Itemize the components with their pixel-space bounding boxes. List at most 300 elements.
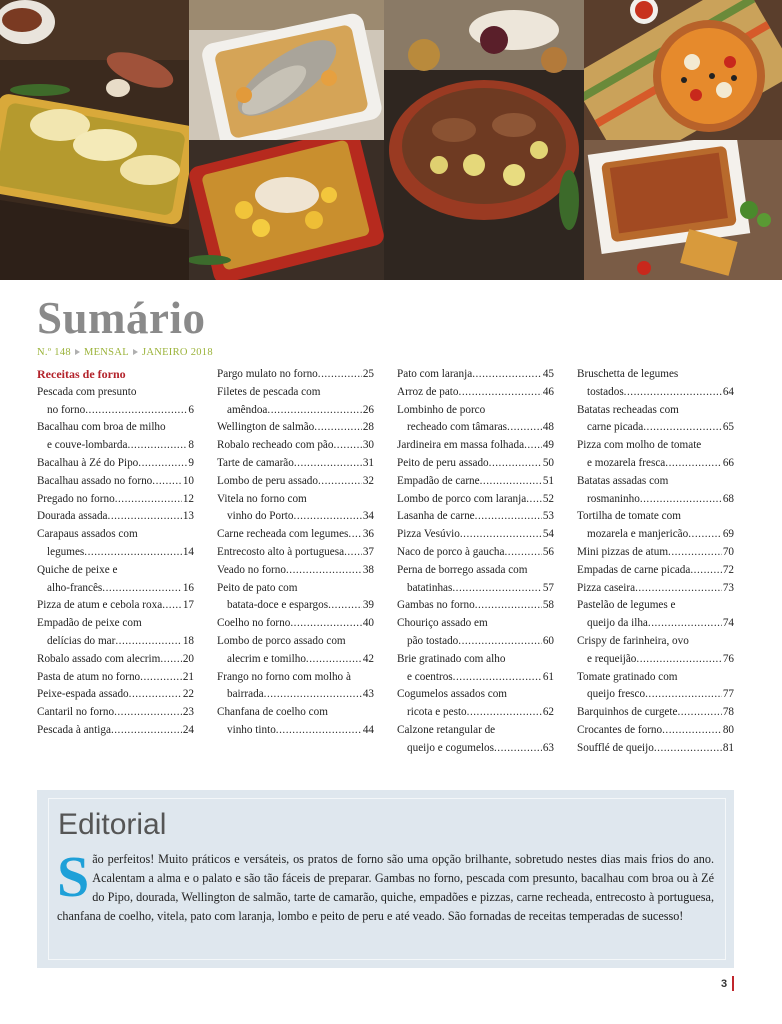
leader-dots [452, 580, 541, 598]
toc-entry [217, 526, 374, 544]
toc-entry-line [217, 562, 374, 580]
toc-entry-line [397, 384, 554, 402]
toc-entry-title: Filetes de pescada com [217, 385, 321, 398]
toc-entry-title: Bacalhau à Zé do Pipo [37, 456, 139, 469]
toc-entry-title: Pescada à antiga [37, 723, 111, 736]
toc-entry-line [37, 437, 194, 455]
toc-entry-line [397, 526, 554, 544]
toc-page-number: 48 [542, 421, 554, 434]
toc-page-number: 81 [722, 741, 734, 754]
photo-homemade-pizza [584, 0, 782, 140]
toc-column-4 [577, 366, 734, 758]
page-title: Sumário [37, 293, 206, 343]
toc-entry-title: Pizza com molho de tomate [577, 439, 702, 452]
leader-dots [526, 491, 542, 509]
toc-entry-title: Lombo de porco com laranja [397, 492, 527, 505]
toc-entry [37, 686, 194, 704]
toc-entry-line [577, 455, 734, 473]
leader-dots [654, 740, 722, 758]
toc-entry [37, 473, 194, 491]
toc-entry-title: Vitela no forno com [217, 492, 307, 505]
toc-entry-title: Bacalhau com broa de milho [37, 421, 166, 434]
toc-entry-title: Peito de pato com [217, 581, 298, 594]
toc-entry [577, 508, 734, 544]
toc-entry-line [577, 704, 734, 722]
toc-page-number: 68 [722, 492, 734, 505]
toc-page-number: 76 [722, 652, 734, 665]
toc-page-number: 60 [542, 634, 554, 647]
toc-entry-line [37, 580, 194, 598]
toc-entry-title: Batatas assadas com [577, 474, 669, 487]
toc-page-number: 26 [362, 403, 374, 416]
toc-entry [397, 384, 554, 402]
toc-entry [217, 437, 374, 455]
leader-dots [690, 562, 721, 580]
toc-page-number: 46 [542, 385, 554, 398]
toc-entry-title: Soufflé de queijo [577, 741, 654, 754]
toc-entry-subtitle: tostados [587, 385, 624, 398]
editorial-title: Editorial [58, 808, 167, 841]
leader-dots [648, 615, 722, 633]
toc-page-number: 44 [362, 723, 374, 736]
toc-page-number: 28 [362, 421, 374, 434]
leader-dots [102, 580, 182, 598]
toc-page-number: 65 [722, 421, 734, 434]
toc-entry-title: Arroz de pato [397, 385, 459, 398]
toc-entry-title: Pregado no forno [37, 492, 115, 505]
leader-dots [524, 437, 542, 455]
toc-entry-title: Lombo de porco assado com [217, 634, 346, 647]
toc-entry [37, 419, 194, 455]
toc-page-number: 42 [362, 652, 374, 665]
toc-entry-subtitle: queijo fresco [587, 688, 646, 701]
leader-dots [475, 508, 542, 526]
toc-entry-title: Robalo assado com alecrim [37, 652, 161, 665]
leader-dots [290, 615, 361, 633]
leader-dots [306, 651, 362, 669]
toc-page-number: 73 [722, 581, 734, 594]
triangle-icon [75, 349, 80, 355]
toc-entry-line [37, 473, 194, 491]
toc-entry [577, 722, 734, 740]
toc-entry [217, 384, 374, 420]
toc-entry-title: Quiche de peixe e [37, 563, 118, 576]
toc-entry-title: Pizza caseira [577, 581, 636, 594]
toc-page-number: 45 [542, 368, 554, 380]
toc-entry-title: Cogumelos assados com [397, 688, 508, 701]
toc-entry-title: Chouriço assado em [397, 617, 488, 630]
toc-entry-line [217, 615, 374, 633]
toc-page-number: 38 [362, 563, 374, 576]
leader-dots [111, 722, 182, 740]
leader-dots [328, 597, 362, 615]
toc-entry-line [37, 686, 194, 704]
toc-entry-title: Veado no forno [217, 563, 286, 576]
leader-dots [348, 526, 361, 544]
toc-entry-subtitle: ricota e pesto [407, 706, 467, 719]
leader-dots [459, 384, 542, 402]
toc-entry-line [217, 437, 374, 455]
toc-entry-title: Crocantes de forno [577, 723, 663, 736]
editorial-text [57, 844, 714, 926]
toc-entry-title: Pescada com presunto [37, 385, 137, 398]
toc-page-number: 64 [722, 385, 734, 398]
toc-entry-title: Pargo mulato no forno [217, 368, 318, 380]
toc-entry [397, 526, 554, 544]
toc-entry-title: Carapaus assados com [37, 528, 138, 541]
leader-dots [453, 669, 542, 687]
toc-entry-line [577, 722, 734, 740]
toc-entry [37, 651, 194, 669]
toc-page-number: 10 [182, 474, 194, 487]
leader-dots [267, 402, 361, 420]
toc-page-number: 9 [188, 456, 194, 469]
toc-entry-line [217, 419, 374, 437]
photo-baked-sea-bream [189, 0, 384, 140]
toc-entry [577, 562, 734, 580]
toc-entry [577, 580, 734, 598]
leader-dots [127, 437, 187, 455]
toc-entry-title: Tarte de camarão [217, 456, 294, 469]
toc-entry [37, 455, 194, 473]
toc-entry-line [397, 491, 554, 509]
toc-page-number: 80 [722, 723, 734, 736]
toc-column-1 [37, 366, 194, 740]
leader-dots [504, 544, 541, 562]
toc-entry-title: Tortilha de tomate com [577, 510, 681, 523]
toc-entry-title: Cantaril no forno [37, 706, 115, 719]
leader-dots [140, 669, 182, 687]
leader-dots [662, 722, 722, 740]
toc-page-number: 66 [722, 456, 734, 469]
toc-entry-line [397, 508, 554, 526]
toc-entry-subtitle: recheado com tâmaras [407, 421, 508, 434]
toc-entry-subtitle: amêndoa [227, 403, 268, 416]
toc-entry [37, 562, 194, 598]
toc-entry-subtitle: no forno [47, 403, 86, 416]
leader-dots [635, 580, 722, 598]
toc-entry-line [397, 597, 554, 615]
toc-entry-line [397, 544, 554, 562]
toc-entry [397, 686, 554, 722]
toc-entry [37, 615, 194, 651]
toc-entry-title: Pato com laranja [397, 368, 473, 380]
toc-page-number: 23 [182, 706, 194, 719]
toc-entry-line [577, 686, 734, 704]
leader-dots [344, 544, 362, 562]
toc-page-number: 12 [182, 492, 194, 505]
toc-entry [397, 437, 554, 455]
photo-fish-fillets-in-dish [0, 0, 189, 280]
leader-dots [636, 651, 721, 669]
toc-entry [577, 544, 734, 562]
toc-entry-title: Dourada assada [37, 510, 108, 523]
leader-dots [276, 722, 362, 740]
leader-dots [665, 455, 722, 473]
toc-entry-line [217, 402, 374, 420]
toc-entry [397, 722, 554, 758]
toc-entry-line [577, 384, 734, 402]
toc-entry-line [217, 686, 374, 704]
toc-entry-line [397, 473, 554, 491]
leader-dots [460, 526, 542, 544]
toc-page-number: 34 [362, 510, 374, 523]
toc-entry-subtitle: legumes [47, 545, 85, 558]
leader-dots [668, 544, 722, 562]
toc-entry [37, 384, 194, 420]
toc-entry-title: Lasanha de carne [397, 510, 475, 523]
toc-entry-line [37, 402, 194, 420]
toc-entry [37, 704, 194, 722]
leader-dots [624, 384, 722, 402]
toc-entry-line [37, 651, 194, 669]
toc-entry-line [37, 455, 194, 473]
toc-page-number: 58 [542, 599, 554, 612]
toc-entry-title: Empadão de peixe com [37, 617, 142, 630]
toc-entry-subtitle: delícias do mar [47, 634, 116, 647]
toc-entry [37, 597, 194, 615]
leader-dots [160, 651, 181, 669]
toc-page-number: 16 [182, 581, 194, 594]
toc-entry-subtitle: vinho do Porto [227, 510, 294, 523]
toc-page-number: 62 [542, 706, 554, 719]
editorial-box [37, 790, 734, 968]
photo-pork-loin-with-potatoes [189, 140, 384, 280]
toc-page-number: 53 [542, 510, 554, 523]
toc-entry-title: Carne recheada com legumes [217, 528, 349, 541]
toc-page-number: 51 [542, 474, 554, 487]
toc-entry-line [217, 651, 374, 669]
toc-page-number: 50 [542, 456, 554, 469]
toc-entry-line [37, 704, 194, 722]
leader-dots [475, 597, 542, 615]
toc-page-number: 13 [182, 510, 194, 523]
leader-dots [480, 473, 542, 491]
toc-entry [577, 597, 734, 633]
toc-entry [217, 615, 374, 633]
leader-dots [489, 455, 542, 473]
leader-dots [108, 508, 182, 526]
toc-entry [217, 419, 374, 437]
food-photo-collage [0, 0, 782, 280]
leader-dots [643, 419, 722, 437]
toc-entry-title: Pizza Vesúvio [397, 528, 460, 541]
toc-entry-subtitle: bairrada [227, 688, 264, 701]
toc-entry-title: Bacalhau assado no forno [37, 474, 153, 487]
leader-dots [318, 366, 362, 384]
leader-dots [318, 473, 362, 491]
leader-dots [115, 633, 181, 651]
toc-entry-line [37, 633, 194, 651]
toc-entry-line [217, 526, 374, 544]
toc-entry [217, 491, 374, 527]
toc-page-number: 8 [188, 439, 194, 452]
toc-entry-title: Pastelão de legumes e [577, 599, 676, 612]
toc-entry-line [37, 722, 194, 740]
leader-dots [458, 633, 542, 651]
toc-entry [37, 508, 194, 526]
toc-entry [577, 473, 734, 509]
toc-page-number: 39 [362, 599, 374, 612]
toc-entry-line [397, 740, 554, 758]
toc-page-number: 37 [362, 545, 374, 558]
leader-dots [334, 437, 362, 455]
toc-entry-title: Wellington de salmão [217, 421, 315, 434]
toc-entry-title: Calzone retangular de [397, 723, 496, 736]
toc-entry-line [217, 366, 374, 384]
toc-entry-line [217, 455, 374, 473]
toc-entry-title: Empadas de carne picada [577, 563, 691, 576]
toc-entry-line [397, 419, 554, 437]
toc-entry [37, 491, 194, 509]
toc-entry [397, 562, 554, 598]
toc-entry-title: Barquinhos de curgete [577, 706, 678, 719]
toc-page-number: 61 [542, 670, 554, 683]
toc-entry-title: Brie gratinado com alho [397, 652, 506, 665]
toc-entry [397, 651, 554, 687]
toc-entry-line [577, 562, 734, 580]
leader-dots [314, 419, 362, 437]
leader-dots [507, 419, 542, 437]
toc-entry-subtitle: carne picada [587, 421, 644, 434]
toc-entry [37, 722, 194, 740]
toc-entry-line [37, 669, 194, 687]
toc-page-number: 70 [722, 545, 734, 558]
toc-entry-title: Chanfana de coelho com [217, 706, 328, 719]
leader-dots [84, 544, 182, 562]
toc-entry [397, 615, 554, 651]
leader-dots [467, 704, 542, 722]
leader-dots [472, 366, 542, 384]
page-number: 3 [721, 978, 728, 990]
toc-entry [217, 544, 374, 562]
toc-entry-subtitle: mozarela e manjericão [587, 528, 689, 541]
toc-column-3 [397, 366, 554, 758]
toc-entry [397, 473, 554, 491]
toc-entry-title: Peixe-espada assado [37, 688, 129, 701]
toc-page-number: 18 [182, 634, 194, 647]
toc-entry-title: Empadão de carne [397, 474, 480, 487]
toc-entry [217, 455, 374, 473]
toc-entry-title: Lombo de peru assado [217, 474, 318, 487]
toc-entry-title: Pasta de atum no forno [37, 670, 141, 683]
toc-entry [577, 704, 734, 722]
toc-entry-subtitle: batatinhas [407, 581, 453, 594]
toc-page-number: 22 [182, 688, 194, 701]
toc-page-number: 6 [188, 403, 194, 416]
toc-entry-title: Tomate gratinado com [577, 670, 678, 683]
issue-frequency: MENSAL [83, 347, 129, 358]
toc-entry-subtitle: vinho tinto [227, 723, 276, 736]
leader-dots [114, 704, 182, 722]
toc-entry-subtitle: e requeijão [587, 652, 637, 665]
toc-entry [37, 526, 194, 562]
toc-entry [217, 704, 374, 740]
toc-entry [217, 366, 374, 384]
toc-entry-subtitle: e couve-lombarda [47, 439, 128, 452]
toc-entry-title: Perna de borrego assada com [397, 563, 528, 576]
toc-entry-line [397, 437, 554, 455]
leader-dots [286, 562, 362, 580]
section-title: Receitas de forno [37, 367, 126, 381]
toc-entry-line [397, 580, 554, 598]
toc-page-number: 21 [182, 670, 194, 683]
toc-entry-line [577, 651, 734, 669]
leader-dots [640, 491, 722, 509]
toc-entry-line [397, 704, 554, 722]
toc-entry-line [217, 597, 374, 615]
toc-entry [217, 562, 374, 580]
toc-entry-title: Entrecosto alto à portuguesa [217, 545, 345, 558]
toc-page-number: 43 [362, 688, 374, 701]
toc-entry-subtitle: alho-francês [47, 581, 103, 594]
leader-dots [645, 686, 722, 704]
toc-entry [397, 508, 554, 526]
toc-entry-title: Bruschetta de legumes [577, 368, 679, 380]
leader-dots [162, 597, 182, 615]
leader-dots [294, 508, 362, 526]
toc-entry-line [37, 508, 194, 526]
toc-entry-line [37, 544, 194, 562]
toc-page-number: 30 [362, 439, 374, 452]
photo-stew-in-clay-dish [384, 0, 584, 280]
toc-entry [397, 597, 554, 615]
editorial-dropcap: S [57, 844, 90, 909]
toc-entry [397, 366, 554, 384]
toc-entry-title: Jardineira em massa folhada [397, 439, 525, 452]
toc-page-number: 72 [722, 563, 734, 576]
toc-page-number: 32 [362, 474, 374, 487]
issue-number: N.º 148 [37, 347, 71, 358]
leader-dots [494, 740, 542, 758]
toc-entry-subtitle: queijo da ilha [587, 617, 648, 630]
toc-entry-line [577, 740, 734, 758]
toc-entry-line [397, 366, 554, 384]
toc-page-number: 36 [362, 528, 374, 541]
toc-entry-line [577, 526, 734, 544]
leader-dots [129, 686, 182, 704]
toc-page-number: 63 [542, 741, 554, 754]
toc-entry [217, 633, 374, 669]
toc-page-number: 25 [362, 368, 374, 380]
leader-dots [138, 455, 187, 473]
toc-entry-title: Peito de peru assado [397, 456, 489, 469]
toc-entry-line [217, 544, 374, 562]
toc-entry-subtitle: pão tostado [407, 634, 459, 647]
toc-entry-line [397, 455, 554, 473]
toc-page-number: 57 [542, 581, 554, 594]
toc-entry [577, 366, 734, 402]
toc-entry-line [577, 419, 734, 437]
toc-entry [397, 455, 554, 473]
issue-date: JANEIRO 2018 [141, 347, 213, 358]
toc-entry [577, 437, 734, 473]
toc-entry [577, 633, 734, 669]
toc-entry-title: Crispy de farinheira, ovo [577, 634, 689, 647]
toc-entry [217, 669, 374, 705]
toc-entry-line [577, 491, 734, 509]
toc-page-number: 17 [182, 599, 194, 612]
toc-entry [577, 669, 734, 705]
leader-dots [115, 491, 182, 509]
toc-entry-line [37, 597, 194, 615]
toc-entry [577, 402, 734, 438]
toc-entry-line [577, 580, 734, 598]
toc-entry-title: Gambas no forno [397, 599, 475, 612]
page-number-bar [732, 976, 734, 991]
leader-dots [152, 473, 182, 491]
toc-entry [37, 669, 194, 687]
